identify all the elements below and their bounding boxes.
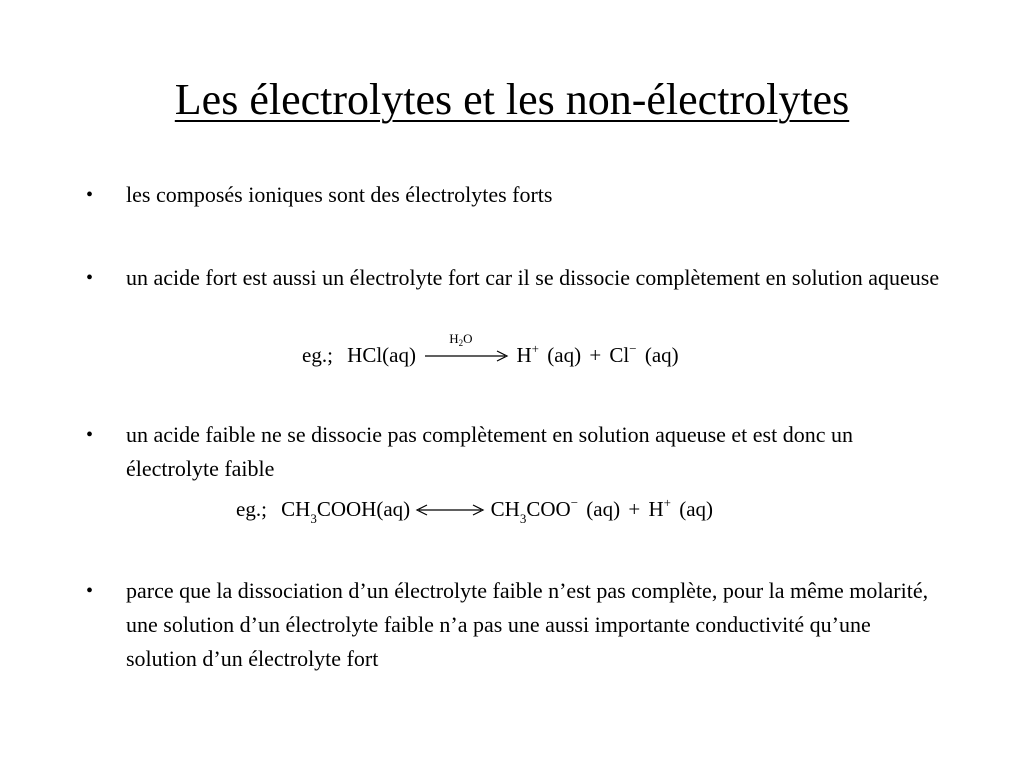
right-arrow-icon	[421, 342, 511, 368]
eq-state: (aq)	[644, 343, 679, 367]
arrow-label-water: H2O	[449, 331, 473, 348]
eq-charge: +	[531, 341, 539, 356]
slide-title: Les électrolytes et les non-électrolytes	[174, 75, 850, 124]
bullet-marker: •	[86, 580, 94, 602]
eq-product: CH	[490, 497, 520, 521]
eq-charge: −	[629, 341, 637, 356]
eq-charge: +	[663, 495, 671, 510]
eq-prefix: eg.;	[302, 343, 333, 367]
bullet-text: un acide fort est aussi un électrolyte fort car il se dissocie complètement en solution aqueuse	[126, 265, 940, 290]
eq-subscript: 3	[310, 511, 317, 526]
bullet-marker: •	[86, 184, 94, 206]
bullet-text: parce que la dissociation d’un électrolyte faible n’est pas complète, pour la même molarité, une solution d’un électrolyte faible n’a pas une aussi importante conductivité qu’une solution d’un électrolyte fort	[126, 578, 929, 671]
eq-subscript: 3	[519, 511, 527, 526]
eq-product-rest: COO	[526, 497, 571, 521]
eq-product-h: H	[648, 497, 664, 521]
equilibrium-arrow	[415, 496, 485, 522]
eq-product-cl: Cl	[609, 343, 630, 367]
bullet-text: les composés ioniques sont des électrolytes forts	[126, 182, 553, 207]
forward-arrow	[421, 331, 511, 368]
eq-state: (aq)	[586, 497, 621, 521]
bullet-marker: •	[86, 424, 94, 446]
bullet-text: un acide faible ne se dissocie pas complètement en solution aqueuse et est donc un électrolyte faible	[126, 422, 853, 481]
eq-state: (aq)	[547, 343, 582, 367]
double-arrow-icon	[415, 496, 485, 522]
equation-weak-acid	[236, 496, 713, 525]
equation-strong-acid	[302, 331, 679, 371]
eq-state: (aq)	[679, 497, 714, 521]
eq-product-h: H	[516, 343, 532, 367]
eq-reactant: HCl(aq)	[347, 343, 416, 367]
eq-reactant-rest: COOH(aq)	[316, 497, 411, 521]
eq-plus: +	[589, 343, 602, 367]
eq-reactant: CH	[281, 497, 311, 521]
eq-charge: −	[570, 495, 579, 510]
eq-prefix: eg.;	[236, 497, 267, 521]
bullet-marker: •	[86, 267, 94, 289]
eq-plus: +	[628, 497, 641, 521]
